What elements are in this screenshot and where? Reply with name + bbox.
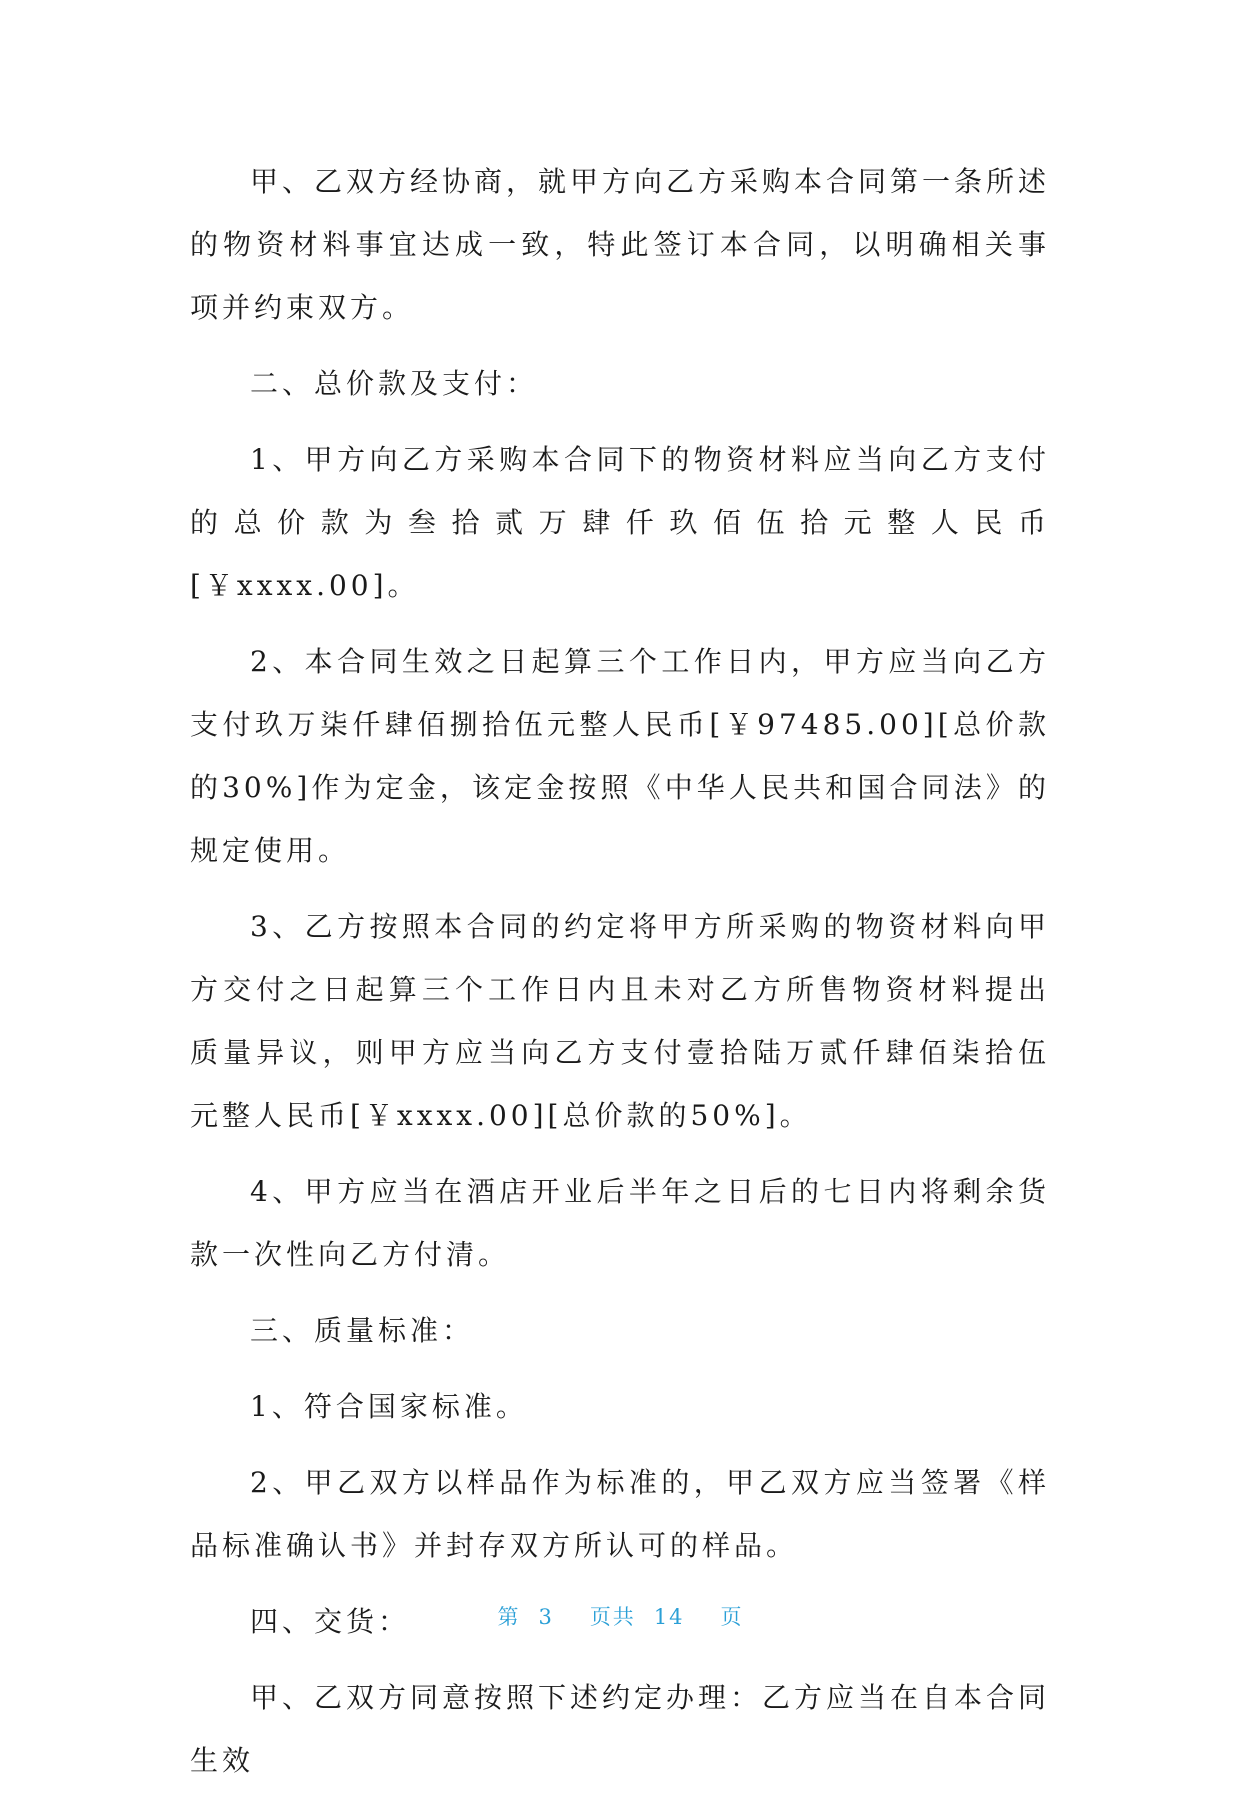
- delivery-clause: 甲、乙双方同意按照下述约定办理：乙方应当在自本合同生效: [190, 1681, 1051, 1777]
- quality-clause-2: 2、甲乙双方以样品作为标准的，甲乙双方应当签署《样品标准确认书》并封存双方所认可的样品。: [190, 1466, 1050, 1562]
- footer-suffix: 页: [720, 1605, 744, 1629]
- section-heading-quality: 三、质量标准：: [250, 1314, 475, 1347]
- footer-total-pages: 14: [653, 1605, 685, 1629]
- payment-clause-2: 2、本合同生效之日起算三个工作日内，甲方应当向乙方支付玖万柒仟肆佰捌拾伍元整人民币[￥97485.00][总价款的30%]作为定金，该定金按照《中华人民共和国合同法》的规定使用。: [190, 645, 1050, 867]
- payment-clause-1: 1、甲方向乙方采购本合同下的物资材料应当向乙方支付的总价款为叁拾贰万肆仟玖佰伍拾元整人民币[￥xxxx.00]。: [190, 443, 1050, 602]
- section-heading-delivery: 四、交货：: [250, 1605, 411, 1638]
- section-heading-payment: 二、总价款及支付：: [250, 367, 539, 400]
- footer-prefix: 第: [497, 1605, 521, 1629]
- payment-clause-3: 3、乙方按照本合同的约定将甲方所采购的物资材料向甲方交付之日起算三个工作日内且未对乙方所售物资材料提出质量异议，则甲方应当向乙方支付壹拾陆万贰仟肆佰柒拾伍元整人民币[￥xxxx.00][总价款的50%]。: [190, 910, 1050, 1132]
- payment-clause-4: 4、甲方应当在酒店开业后半年之日后的七日内将剩余货款一次性向乙方付清。: [190, 1175, 1050, 1271]
- quality-clause-1: 1、符合国家标准。: [250, 1390, 528, 1423]
- document-body: [190, 150, 1050, 1805]
- paragraph-intro: 甲、乙双方经协商，就甲方向乙方采购本合同第一条所述的物资材料事宜达成一致，特此签订本合同，以明确相关事项并约束双方。: [190, 165, 1051, 324]
- page-number-footer: [0, 1602, 1241, 1632]
- footer-middle: 页共: [589, 1605, 636, 1629]
- footer-current-page: 3: [538, 1605, 554, 1629]
